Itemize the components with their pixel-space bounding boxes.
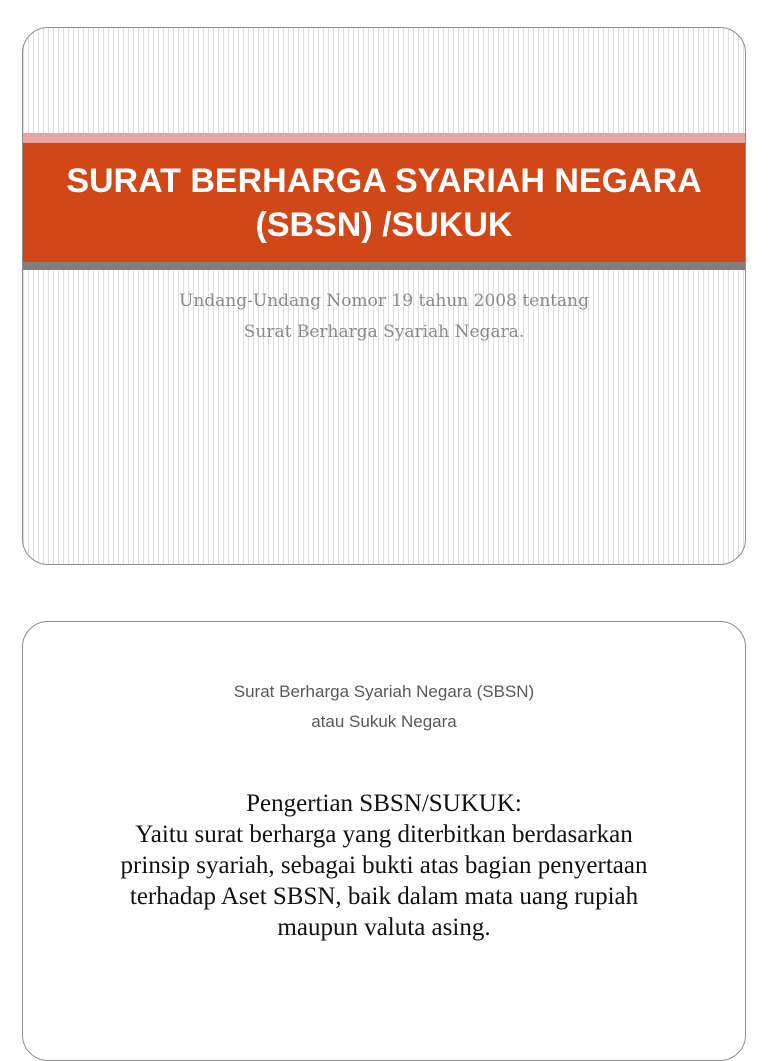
content-slide xyxy=(22,621,746,1061)
slide-heading xyxy=(23,677,745,737)
definition-line: maupun valuta asing. xyxy=(277,914,491,941)
slide-subtitle xyxy=(23,286,745,348)
title-band xyxy=(23,143,745,262)
definition-line: terhadap Aset SBSN, baik dalam mata uang rupiah xyxy=(129,883,639,910)
title-slide xyxy=(22,27,746,565)
subtitle-line: Surat Berharga Syariah Negara. xyxy=(243,322,525,342)
heading-line: atau Sukuk Negara xyxy=(311,712,457,731)
slide-title: SURAT BERHARGA SYARIAH NEGARA (SBSN) /SUKUK xyxy=(66,161,702,244)
pink-accent-bar xyxy=(23,133,745,143)
definition-text xyxy=(23,788,745,943)
definition-line: prinsip syariah, sebagai bukti atas bagian penyertaan xyxy=(120,852,648,879)
heading-line: Surat Berharga Syariah Negara (SBSN) xyxy=(233,682,535,701)
definition-line: Yaitu surat berharga yang diterbitkan berdasarkan xyxy=(135,821,633,848)
subtitle-line: Undang-Undang Nomor 19 tahun 2008 tentang xyxy=(179,291,589,311)
definition-label: Pengertian SBSN/SUKUK: xyxy=(246,790,522,817)
gray-accent-bar xyxy=(23,262,745,270)
